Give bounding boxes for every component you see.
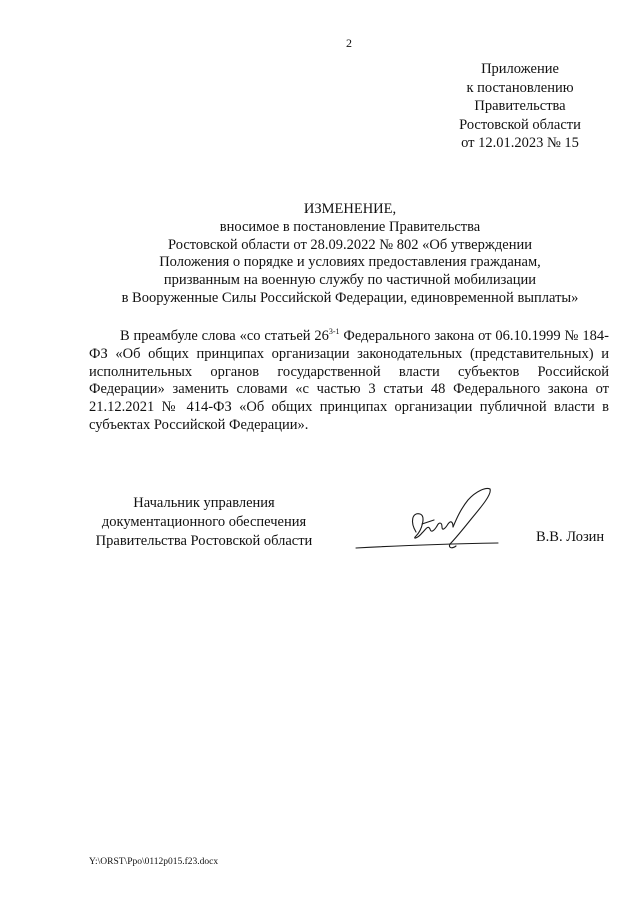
document-heading: [60, 201, 640, 308]
signer-name: В.В. Лозин: [536, 529, 605, 545]
signer-position-line: документационного обеспечения: [101, 514, 307, 530]
heading-line: в Вооруженные Силы Российской Федерации, единовременной выплаты»: [121, 289, 579, 306]
appendix-line: к постановлению: [466, 79, 574, 96]
amendment-text-start: В преамбуле слова «со статьей 26: [119, 328, 329, 344]
appendix-line: Приложение: [481, 61, 559, 77]
appendix-line: Ростовской области: [459, 116, 581, 133]
article-superscript: 3-1: [328, 327, 340, 336]
appendix-line: Правительства: [474, 98, 566, 114]
heading-line: призванным на военную службу по частичной мобилизации: [163, 272, 537, 289]
amendment-text-rest: Федерального закона от 06.10.1999 № 184-ФЗ «Об общих принципах организации законодательных (представительных) и исполнительных органов государственной власти субъектов Российской Федерации» заменить словами «с частью 3 статьи 48 Федерального закона от 21.12.2021 № 414-ФЗ «Об общих принципах организации публичной власти в субъектах Российской Федерации».: [89, 328, 609, 433]
heading-line: Ростовской области от 28.09.2022 № 802 «Об утверждении: [168, 236, 532, 253]
appendix-line: от 12.01.2023 № 15: [461, 135, 579, 151]
signer-position: [84, 494, 324, 551]
signer-position-line: Правительства Ростовской области: [95, 533, 313, 549]
footer-file-path: Y:\ORST\Ppo\0112p015.f23.docx: [89, 857, 219, 867]
heading-line: Положения о порядке и условиях предоставления гражданам,: [159, 254, 541, 271]
heading-title: ИЗМЕНЕНИЕ,: [303, 201, 397, 217]
handwritten-signature: [352, 486, 502, 556]
appendix-block: [440, 60, 600, 153]
heading-line: вносимое в постановление Правительства: [219, 218, 481, 235]
amendment-paragraph: [89, 328, 609, 435]
signer-position-line: Начальник управления: [133, 495, 275, 511]
page-number: 2: [346, 36, 352, 50]
